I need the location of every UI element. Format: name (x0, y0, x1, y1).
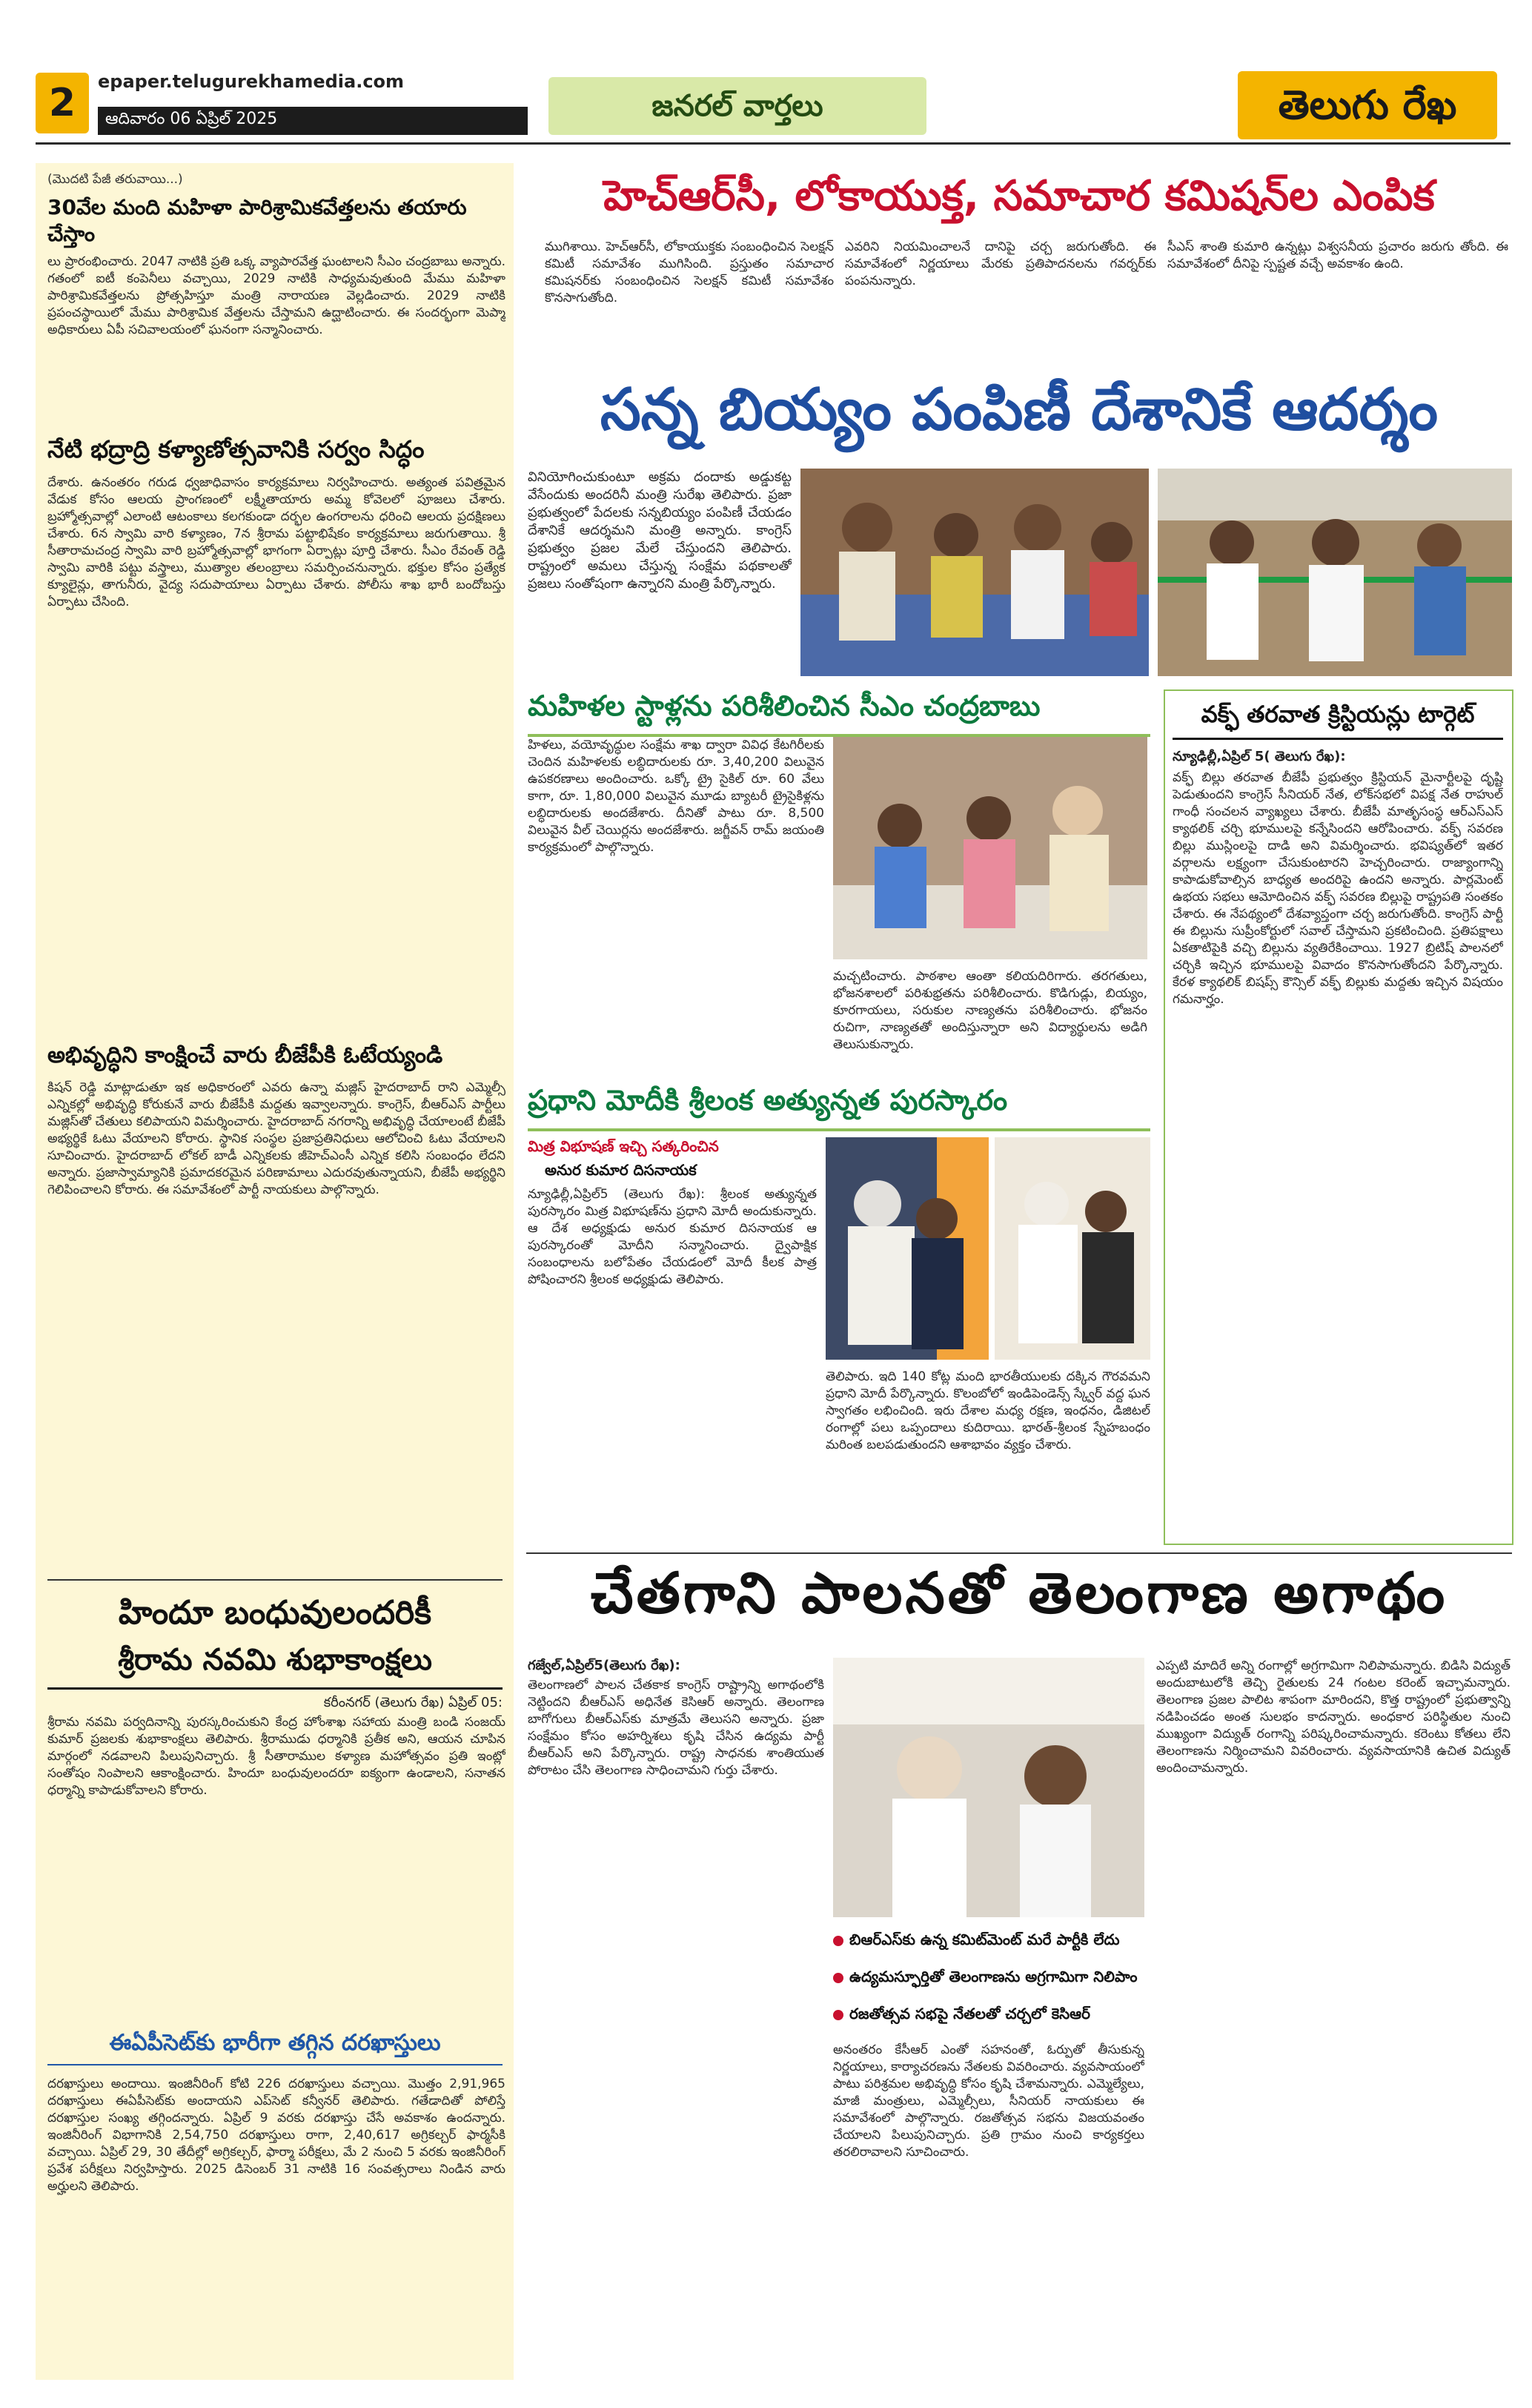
rice-headline[interactable]: సన్న బియ్యం పంపిణీ దేశానికే ఆదర్శం (600, 377, 1439, 443)
modi-photo-2 (995, 1137, 1150, 1360)
modi-photo-1-art (826, 1137, 989, 1360)
waqf-dateline: న్యూఢిల్లీ,ఏప్రిల్ 5( తెలుగు రేఖ): (1173, 749, 1346, 764)
kcr-photo (833, 1658, 1144, 1917)
left-dateline-4: కరీంనగర్ (తెలుగు రేఖ) ఏప్రిల్ 05: (323, 1695, 503, 1710)
cbn-article-2: మచ్చటించారు. పాఠశాల ఆంతా కలియదిరిగారు. తరగతులు, భోజనశాలలో పరిశుభ్రతను పరిశీలించారు. కొడిగుడ్లు, బియ్యం, కూరగాయలు, సరుకుల నాణ్యతను పరిశీలించారు. భోజనం రుచిగా, నాణ్యతతో అందిస్తున్నారా అని విద్యార్థులను అడిగి తెలుసుకున్నారు. (833, 969, 1147, 1052)
modi-kicker: మిత్ర విభూషణ్ ఇచ్చి సత్కరించిన (528, 1137, 719, 1155)
divider (47, 1579, 503, 1581)
rice-photo-2-art (1158, 469, 1512, 676)
site-url[interactable]: epaper.telugurekhamedia.com (98, 71, 405, 92)
left-headline-2[interactable]: నేటి భద్రాద్రి కళ్యాణోత్సవానికి సర్వం సిద్ధం (47, 435, 425, 463)
bullet-icon (833, 1936, 843, 1946)
kcr-headline[interactable]: చేతగాని పాలనతో తెలంగాణ అగాథం (590, 1560, 1448, 1626)
kcr-bullet-3 (833, 2005, 1144, 2026)
modi-headline[interactable]: ప్రధాని మోదీకి శ్రీలంక అత్యున్నత పురస్కారం (528, 1084, 1150, 1131)
left-headline-5[interactable]: ఈఏపీసెట్‌కు భారీగా తగ్గిన దరఖాస్తులు (109, 2030, 441, 2056)
top-article-col-2: ఎవరిని నియమించాలనే దానిపై చర్చ జరుగుతోంది. ఈ సమావేశంలో నిర్ణయాలు మేరకు ప్రతిపాదనలను గవర్నర్‌కు పంపనున్నారు. (845, 239, 1156, 288)
left-article-5: దరఖాస్తులు అందాయి. ఇంజినీరింగ్ కోటి 226 దరఖాస్తులు వచ్చాయి. మొత్తం 2,91,965 దరఖాస్తులు ఈఏపీసెట్‌కు అందాయని ఎప్‌సెట్ కన్వీనర్ తెలిపారు. గతేడాదితో పోలిస్తే దరఖాస్తుల సంఖ్య తగ్గిందన్నారు. ఏప్రిల్ 9 వరకు దరఖాస్తు చేసే అవకాశం ఉందన్నారు. ఇంజినీరింగ్ విభాగానికి 2,54,750 దరఖాస్తులు రాగా, 2,40,617 అగ్రికల్చర్ ఫార్మసీకి వచ్చాయి. ఏప్రిల్ 29, 30 తేదీల్లో అగ్రికల్చర్, ఫార్మా పరీక్షలు, మే 2 నుంచి 5 వరకు ఇంజినీరింగ్ ప్రవేశ పరీక్షలు నిర్వహిస్తారు. 2025 డిసెంబర్ 31 నాటికి 16 సంవత్సరాలు నిండిన వారు అర్హులని తెలిపారు. (47, 2077, 505, 2194)
kcr-photo-art (833, 1658, 1144, 1917)
kcr-dateline: గజ్వేల్,ఏప్రిల్5(తెలుగు రేఖ): (528, 1658, 680, 1673)
rice-photo-2 (1158, 469, 1512, 676)
cbn-headline[interactable]: మహిళల స్టాళ్లను పరిశీలించిన సీఎం చంద్రబాబు (528, 689, 1150, 737)
kcr-bullet-3-text: రజతోత్సవ సభపై నేతలతో చర్చలో కెసిఆర్ (849, 2005, 1090, 2022)
bullet-icon (833, 1973, 843, 1983)
modi-photo-1 (826, 1137, 989, 1360)
cbn-article-1: హిళలు, వయోవృద్ధుల సంక్షేమ శాఖ ద్వారా వివిధ కేటగిరీలకు చెందిన మహిళలకు లబ్ధిదారులకు రూ. 3,40,200 విలువైన ఉపకరణాలు అందించారు. ఒక్కో ట్రై సైకిల్ రూ. 60 వేలు కాగా, రూ. 1,80,000 విలువైన మూడు బ్యాటరీ ట్రైసైకిళ్లను లబ్ధిదారులకు అందజేశారు. దీనితో పాటు రూ. 8,500 విలువైన వీల్ చెయిర్లను అందజేశారు. జగ్జీవన్ రామ్ జయంతి కార్యక్రమంలో పాల్గొన్నారు. (528, 738, 824, 855)
top-article-col-3: సీఎస్ శాంతి కుమారి ఉన్నట్లు విశ్వసనీయ ప్రచారం జరుగు తోంది. ఈ సమావేశంలో దీనిపై స్పష్టత వచ్చే అవకాశం ఉంది. (1167, 239, 1508, 271)
left-headline-1[interactable]: 30వేల మంది మహిళా పారిశ్రామికవేత్తలను తయారు చేస్తాం (47, 195, 467, 246)
kcr-article-1: తెలంగాణలో పాలన చేతకాక కాంగ్రెస్ రాష్ట్రాన్ని అగాథంలోకి నెట్టిందని బీఆర్ఎస్ అధినేత కెసిఆర్ అన్నారు. తెలంగాణ బాగోగులు బీఆర్ఎస్‌కు మాత్రమే తెలుసని అన్నారు. ప్రజా సంక్షేమం కోసం అహర్నిశలు కృషి చేసిన ఉద్యమ పార్టీ బీఆర్ఎస్ అని పేర్కొన్నారు. రాష్ట్ర సాధనకు శాంతియుత పోరాటం చేసి తెలంగాణ సాధించామని గుర్తు చేశారు. (528, 1678, 824, 1778)
modi-article-2: తెలిపారు. ఇది 140 కోట్ల మంది భారతీయులకు దక్కిన గౌరవమని ప్రధాని మోదీ పేర్కొన్నారు. కొలంబోలో ఇండిపెండెన్స్ స్క్వేర్ వద్ద ఘన స్వాగతం లభించింది. ఇరు దేశాల మధ్య రక్షణ, ఇంధనం, డిజిటల్ రంగాల్లో పలు ఒప్పందాలు కుదిరాయి. భారత్-శ్రీలంక స్నేహబంధం మరింత బలపడుతుందని ఆశాభావం వ్యక్తం చేశారు. (826, 1369, 1150, 1452)
cbn-photo (833, 737, 1147, 959)
bullet-icon (833, 2010, 843, 2020)
kcr-bullet-2-text: ఉద్యమస్ఫూర్తితో తెలంగాణను అగ్రగామిగా నిలిపాం (849, 1968, 1138, 1985)
kcr-article-2: ఎప్పటి మాదిరే అన్ని రంగాల్లో అగ్రగామిగా నిలిపామన్నారు. బిడిసి విద్యుత్ అందుబాటులోకి తెచ్చి రైతులకు 24 గంటల కరెంట్ ఇచ్చామన్నారు. తెలంగాణ ప్రజల పాలిట శాపంగా మారిందని, కొత్త రాష్ట్రంలో ప్రభుత్వాన్ని నడిపించడం అంత సులభం కాదన్నారు. అంధకార పరిస్థితుల నుంచి ముఖ్యంగా విద్యుత్ రంగాన్ని పరిష్కరించామన్నారు. కరెంటు కోతలు లేని తెలంగాణను నిర్మించామని వివరించారు. వ్యవసాయానికి ఉచిత విద్యుత్ అందించామన్నారు. (1156, 1658, 1511, 1776)
divider-blue (47, 2064, 503, 2065)
kcr-article-3: అనంతరం కేసీఆర్ ఎంతో సహనంతో, ఓర్పుతో తీసుకున్న నిర్ణయాలు, కార్యాచరణను నేతలకు వివరించారు. వ్యవసాయంలో పాటు పరిశ్రమల అభివృద్ధి కోసం కృషి చేశామన్నారు. ఎమ్మెల్యేలు, మాజీ మంత్రులు, ఎమ్మెల్సీలు, సీనియర్ నాయకులు ఈ సమావేశంలో పాల్గొన్నారు. రజతోత్సవ సభను విజయవంతం చేయాలని పిలుపునిచ్చారు. ప్రతి గ్రామం నుంచి కార్యకర్తలు తరలిరావాలని సూచించారు. (833, 2042, 1144, 2160)
modi-kicker-2: అనుర కుమార దిసనాయక (545, 1161, 697, 1179)
modi-article-1: న్యూఢిల్లీ,ఏప్రిల్5 (తెలుగు రేఖ): శ్రీలంక అత్యున్నత పురస్కారం మిత్ర విభూషణ్‌ను ప్రధాని మోదీ అందుకున్నారు. ఆ దేశ అధ్యక్షుడు అనుర కుమార దిసనాయక ఆ పురస్కారంతో మోదీని సన్మానించారు. ద్వైపాక్షిక సంబంధాలను బలోపేతం చేయడంలో మోదీ కీలక పాత్ర పోషించారని శ్రీలంక అధ్యక్షుడు తెలిపారు. (528, 1187, 817, 1287)
rice-article: వినియోగించుకుంటూ అక్రమ దందాకు అడ్డుకట్ట వేసేందుకు అందరినీ మంత్రి సురేఖ తెలిపారు. ప్రజా ప్రభుత్వంలో పేదలకు సన్నబియ్యం పంపిణీ చేయడం దేశానికే ఆదర్శమని మంత్రి అన్నారు. కాంగ్రెస్ ప్రభుత్వం ప్రజల మేలే చేస్తుందని తెలిపారు. రాష్ట్రంలో అమలు చేస్తున్న సంక్షేమ పథకాలతో ప్రజలు సంతోషంగా ఉన్నారని మంత్రి పేర్కొన్నారు. (528, 469, 792, 592)
greeting-line-1: హిందూ బంధువులందరికీ (118, 1594, 432, 1632)
kcr-bullet-1 (833, 1931, 1144, 1952)
left-article-2: దేశారు. ఉనంతరం గరుడ ధ్వజాధివాసం కార్యక్రమాలు నిర్వహించారు. అత్యంత పవిత్రమైన వేడుక కోసం ఆలయ ప్రాంగణంలో లక్ష్మీతాయారు అమ్మ కోవెలలో పూజలు చేశారు. బ్రహ్మోత్సవాల్లో ఎలాంటి ఆటంకాలు కలగకుండా దర్భల ఉంగరాలను ధరించి ఆలయ ప్రదక్షిణలు చేశారు. 6న స్వామి వారి కళ్యాణం, 7న శ్రీరామ పట్టాభిషేకం కార్యక్రమాలు జరుగుతాయి. శ్రీ సీతారామచంద్ర స్వామి వారి బ్రహ్మోత్సవాల్లో భాగంగా ఏర్పాట్లు పూర్తి చేశారు. సీఎం రేవంత్ రెడ్డి స్వామి వారికి పట్టు వస్త్రాలు, ముత్యాల తలంబ్రాలు సమర్పించనున్నారు. భక్తుల కోసం ప్రత్యేక క్యూలైన్లు, తాగునీరు, వైద్య సదుపాయాలు ఏర్పాటు చేశారు. పోలీసు శాఖ భారీ బందోబస్తు ఏర్పాటు చేసింది. (47, 475, 505, 609)
page-number: 2 (36, 73, 89, 133)
cbn-photo-art (833, 737, 1147, 959)
modi-photo-2-art (995, 1137, 1150, 1360)
top-headline[interactable]: హెచ్‌ఆర్‌సీ, లోకాయుక్త, సమాచార కమిషన్‌ల ఎంపిక (603, 172, 1435, 220)
top-article-col-1: ముగిశాయి. హెచ్‌ఆర్‌సీ, లోకాయుక్తకు సంబంధించిన సెలక్షన్ కమిటీ సమావేశం ముగిసింది. ప్రస్తుతం సమాచార కమిషనర్‌కు సంబంధించిన సెలక్షన్ కమిటీ సమావేశం కొనసాగుతోంది. (545, 239, 834, 305)
rice-photo-1-art (800, 469, 1149, 676)
brand-logo: తెలుగు రేఖ (1238, 71, 1497, 139)
left-article-4: శ్రీరామ నవమి పర్వదినాన్ని పురస్కరించుకుని కేంద్ర హోంశాఖ సహాయ మంత్రి బండి సంజయ్ కుమార్ ప్రజలకు శుభాకాంక్షలు తెలిపారు. శ్రీరాముడు ధర్మానికి ప్రతీక అని, ఆయన చూపిన మార్గంలో నడవాలని పిలుపునిచ్చారు. శ్రీ సీతారాముల కళ్యాణ మహోత్సవం ప్రతి ఇంట్లో సంతోషం నింపాలని ఆకాంక్షించారు. హిందూ బంధువులందరూ ఐక్యంగా ఉండాలని, సనాతన ధర్మాన్ని కాపాడుకోవాలని కోరారు. (47, 1715, 505, 1798)
waqf-headline[interactable]: వక్ఫ్ తరవాత క్రిస్టియన్లు టార్గెట్ (1173, 701, 1503, 740)
left-article-3: కిషన్ రెడ్డి మాట్లాడుతూ ఇక అధికారంలో ఎవరు ఉన్నా మజ్లిస్ హైదరాబాద్ రాని ఎమ్మెల్సీ ఎన్నికల్లో అభివృద్ధి కోరుకునే వారు బీజేపీకి మద్దతు ఇవ్వాలన్నారు. కాంగ్రెస్, బీఆర్ఎస్ పార్టీలు మజ్లిస్‌తో చేతులు కలిపాయని విమర్శించారు. హైదరాబాద్ నగరాన్ని అభివృద్ధి చేయాలంటే బీజేపీ అభ్యర్థికే ఓటు వేయాలని కోరారు. స్థానిక సంస్థల ప్రజాప్రతినిధులు ఆలోచించి ఓటు వేయాలని సూచించారు. హైదరాబాద్ లోకల్ బాడీ ఎన్నికలకు జీహెచ్ఎంసీ ఎన్నిక కలిసి సంబంధం లేదని అన్నారు. ప్రజాస్వామ్యానికి ప్రమాదకరమైన పరిణామాలు ఎదురవుతున్నాయని, బీజేపీ అభ్యర్థిని గెలిపించాలని కోరారు. ఈ సమావేశంలో పార్టీ నాయకులు పాల్గొన్నారు. (47, 1080, 505, 1197)
waqf-article: వక్ఫ్ బిల్లు తరవాత బీజేపీ ప్రభుత్వం క్రిస్టియన్ మైనార్టీలపై దృష్టి పెడుతుందని కాంగ్రెస్ సీనియర్ నేత, లోక్‌సభలో విపక్ష నేత రాహుల్ గాంధీ సంచలన వ్యాఖ్యలు చేశారు. బీజేపీ మాతృసంస్థ ఆర్ఎస్ఎస్ క్యాథలిక్ చర్చి భూములపై కన్నేసిందని ఆరోపించారు. వక్ఫ్ సవరణ బిల్లు ముస్లింలపై దాడి అని విమర్శించారు. భవిష్యత్‌లో ఇతర వర్గాలను లక్ష్యంగా చేసుకుంటారని హెచ్చరించారు. రాజ్యాంగాన్ని కాపాడుకోవాల్సిన బాధ్యత అందరిపై ఉందని అన్నారు. పార్లమెంట్ ఉభయ సభలు ఆమోదించిన వక్ఫ్ సవరణ బిల్లుపై రాష్ట్రపతి సంతకం చేశారు. ఈ నేపథ్యంలో దేశవ్యాప్తంగా చర్చ జరుగుతోంది. కాంగ్రెస్ పార్టీ ఈ బిల్లును సుప్రీంకోర్టులో సవాల్ చేస్తామని ప్రకటించింది. ప్రతిపక్షాలు ఏకతాటిపైకి వచ్చి బిల్లును వ్యతిరేకించాయి. 1927 బ్రిటిష్ పాలనలో చర్చికి ఇచ్చిన భూములపై వివాదం కొనసాగుతోందని పేర్కొన్నారు. కేరళ క్యాథలిక్ బిషప్స్ కౌన్సిల్ వక్ఫ్ బిల్లుకు మద్దతు ఇచ్చిన విషయం గమనార్హం. (1173, 770, 1503, 1007)
section-title: జనరల్ వార్తలు (548, 77, 926, 135)
greeting-line-2: శ్రీరామ నవమి శుభాకాంక్షలు (47, 1643, 503, 1690)
kcr-bullet-2 (833, 1968, 1144, 1989)
divider-kcr (526, 1552, 1512, 1554)
continuation-note: (మొదటి పేజీ తరువాయి...) (47, 172, 183, 187)
left-article-1: లు ప్రారంభించారు. 2047 నాటికి ప్రతి ఒక్క వ్యాపారవేత్త ఘంటాలని సీఎం చంద్రబాబు అన్నారు. గతంలో ఐటీ కంపెనీలు వచ్చాయి, 2029 నాటికి సాధ్యమవుతుంది మేము మహిళా పారిశ్రామికవేత్తలను ప్రోత్సహిస్తూ మంత్రి నారాయణ వెల్లడించారు. 2029 నాటికి ప్రపంచస్థాయిలో మేము పారిశ్రామిక వేత్తలను చేస్తామని ఉద్ఘాటించారు. ఈ సందర్భంగా మెప్మా అధికారులు ఏపీ సచివాలయంలో ఘనంగా సన్మానించారు. (47, 254, 505, 337)
issue-date: ఆదివారం 06 ఏప్రిల్ 2025 (98, 107, 528, 135)
kcr-bullet-1-text: బిఆర్‌ఎస్‌కు ఉన్న కమిట్‌మెంట్ మరే పార్టీకి లేదు (849, 1931, 1120, 1948)
left-headline-3[interactable]: అభివృద్ధిని కాంక్షించే వారు బీజేపీకి ఓటేయ్యండి (47, 1042, 443, 1068)
rice-photo-1 (800, 469, 1149, 676)
